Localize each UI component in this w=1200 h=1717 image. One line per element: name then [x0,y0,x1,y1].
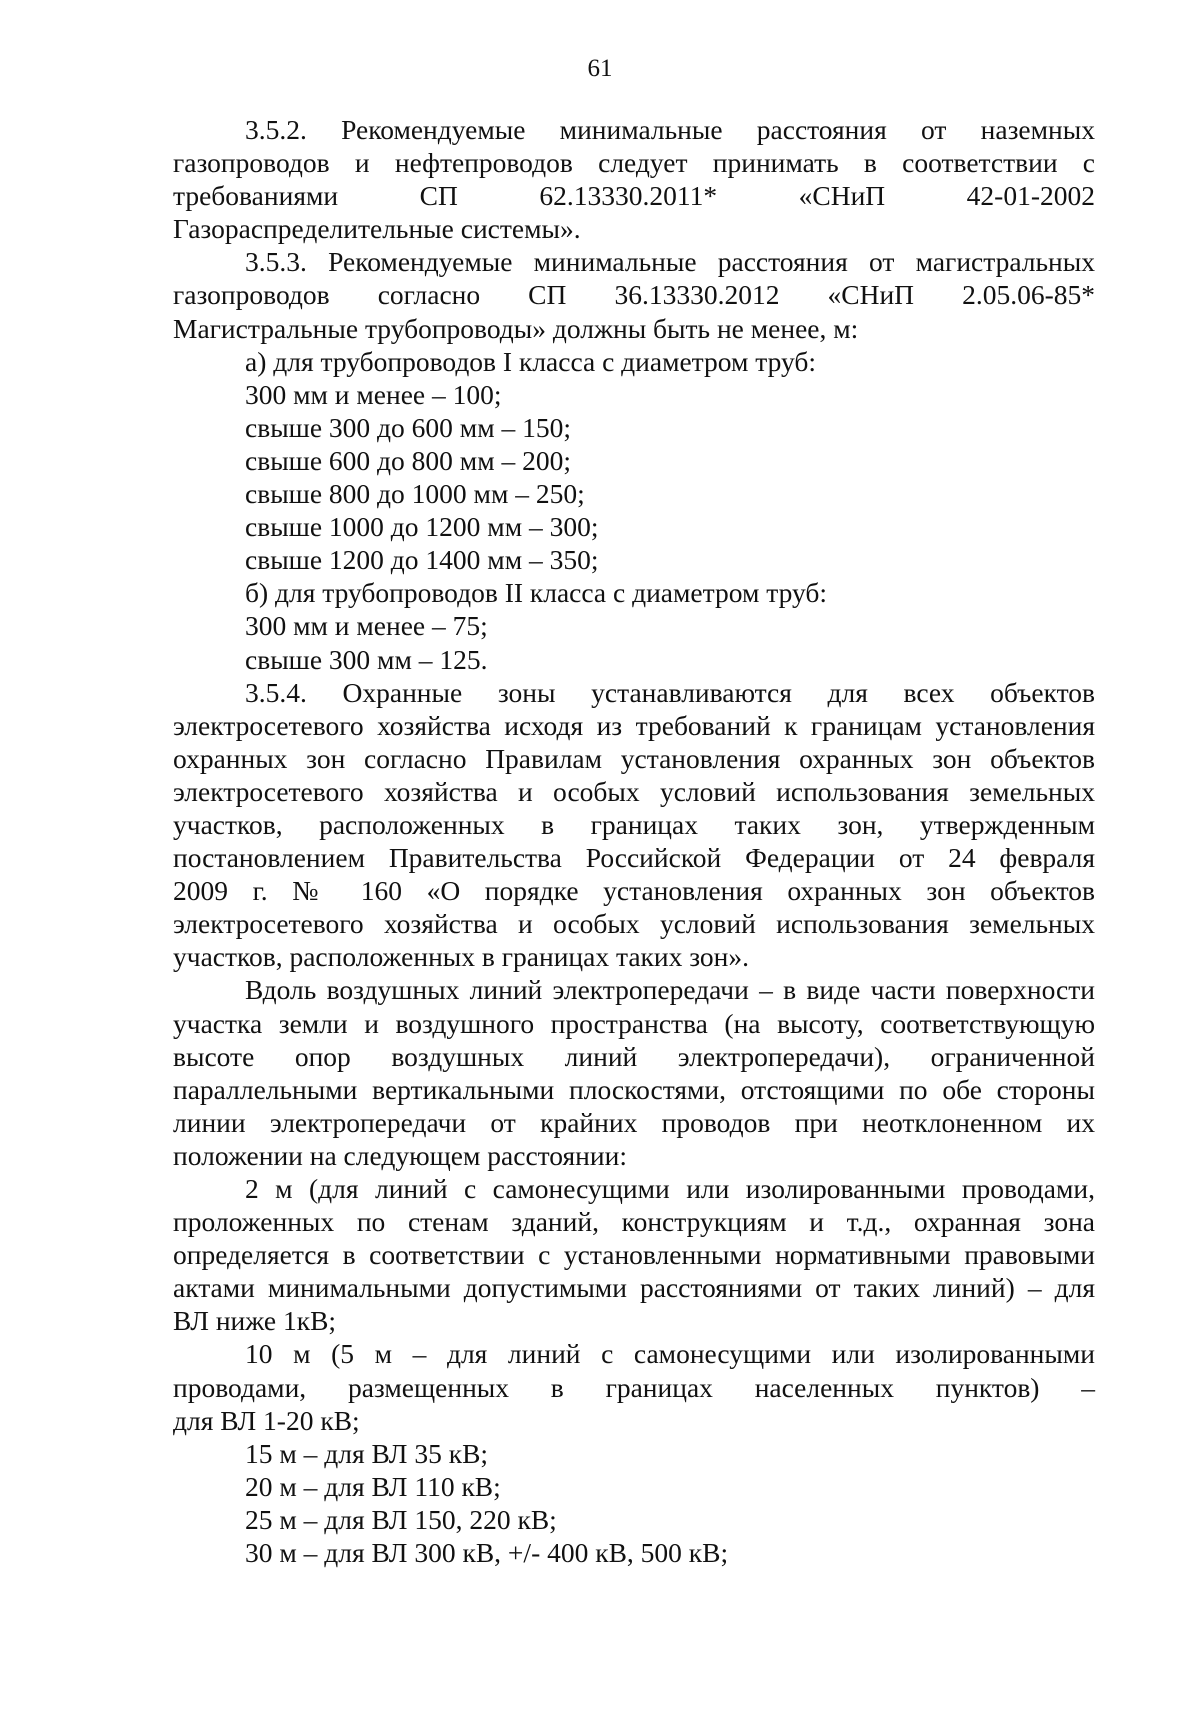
text-line: 2 м (для линий с самонесущими или изолированными проводами, [245,1173,1095,1204]
text-line: свыше 1200 до 1400 мм – 350; [245,544,599,576]
text-line: охранных зон согласно Правилам установления охранных зон объектов [173,742,1095,774]
text-line: газопроводов и нефтепроводов следует принимать в соответствии с [173,147,1095,179]
text-line: участков, расположенных в границах таких зон, утвержденным [173,808,1095,840]
text-line: проложенных по стенам зданий, конструкциям и т.д., охранная зона [173,1206,1095,1238]
paragraph-s-2m [173,1172,1095,1337]
text-line: 30 м – для ВЛ 300 кВ, +/- 400 кВ, 500 кВ; [245,1537,729,1569]
paragraph-s352 [173,113,1095,245]
text-line: б) для трубопроводов II класса с диаметром труб: [245,577,827,609]
text-line: газопроводов согласно СП 36.13330.2012 «СНиП 2.05.06-85* [173,279,1095,311]
text-line: свыше 300 до 600 мм – 150; [245,411,571,443]
text-line: Газораспределительные системы». [173,213,581,245]
text-line: 20 м – для ВЛ 110 кВ; [245,1470,501,1502]
text-line: для ВЛ 1-20 кВ; [173,1404,360,1436]
paragraph-s354 [173,676,1095,974]
paragraph-s353 [173,245,1095,675]
text-line: а) для трубопроводов I класса с диаметром труб: [245,345,817,377]
text-line: участков, расположенных в границах таких зон». [173,941,750,973]
text-line: линии электропередачи от крайних проводов при неотклоненном их [173,1106,1095,1138]
text-line: электросетевого хозяйства и особых условий использования земельных [173,775,1095,807]
text-line: 300 мм и менее – 75; [245,610,488,642]
paragraph-s-along [173,973,1095,1172]
text-line: определяется в соответствии с установленными нормативными правовыми [173,1239,1095,1271]
text-line: электросетевого хозяйства и особых условий использования земельных [173,908,1095,940]
text-line: Магистральные трубопроводы» должны быть не менее, м: [173,312,859,344]
text-line: высоте опор воздушных линий электропередачи), ограниченной [173,1040,1095,1072]
page-number: 61 [587,55,613,82]
text-line: 25 м – для ВЛ 150, 220 кВ; [245,1503,557,1535]
text-line: 2009 г. № 160 «О порядке установления охранных зон объектов [173,875,1095,907]
text-line: свыше 800 до 1000 мм – 250; [245,478,585,510]
text-line: 10 м (5 м – для линий с самонесущими или изолированными [245,1338,1095,1370]
text-line: актами минимальными допустимыми расстояниями от таких линий) – для [173,1272,1095,1304]
text-line: 300 мм и менее – 100; [245,378,502,410]
text-line: электросетевого хозяйства исходя из требований к границам установления [173,709,1095,741]
text-line: параллельными вертикальными плоскостями, отстоящими по обе стороны [173,1073,1095,1105]
text-line: постановлением Правительства Российской Федерации от 24 февраля [173,842,1095,874]
text-line: ВЛ ниже 1кВ; [173,1305,337,1337]
paragraph-s-10m [173,1337,1095,1569]
document-body [173,113,1095,1569]
text-line: Вдоль воздушных линий электропередачи – в виде части поверхности [245,974,1095,1006]
text-line: свыше 1000 до 1200 мм – 300; [245,511,599,543]
text-line: проводами, размещенных в границах населенных пунктов) – [173,1371,1095,1403]
text-line: 3.5.3. Рекомендуемые минимальные расстояния от магистральных [245,246,1095,278]
text-line: 3.5.4. Охранные зоны устанавливаются для всех объектов [245,676,1095,708]
text-line: положении на следующем расстоянии: [173,1139,627,1171]
text-line: 15 м – для ВЛ 35 кВ; [245,1437,489,1469]
text-line: свыше 300 мм – 125. [245,643,488,675]
text-line: требованиями СП 62.13330.2011* «СНиП 42-01-2002 [173,180,1095,212]
text-line: 3.5.2. Рекомендуемые минимальные расстояния от наземных [245,114,1095,145]
text-line: свыше 600 до 800 мм – 200; [245,444,571,476]
text-line: участка земли и воздушного пространства (на высоту, соответствующую [173,1007,1095,1039]
